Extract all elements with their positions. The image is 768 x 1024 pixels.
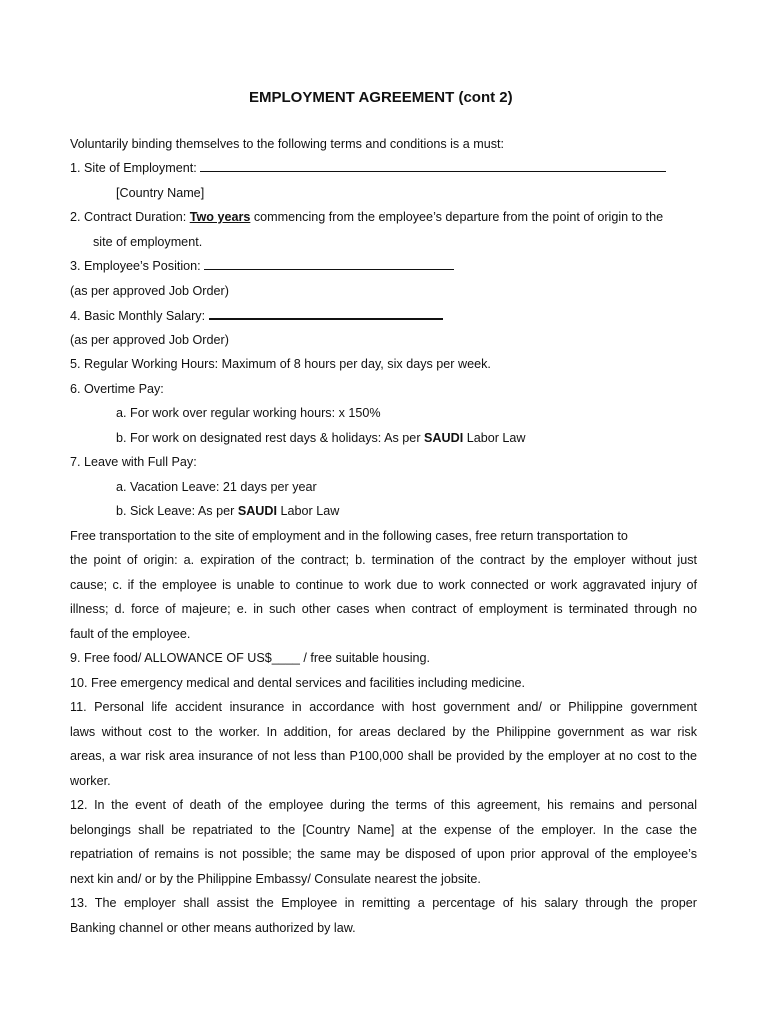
item-1-site-of-employment [70,160,666,176]
item-11-line-2: laws without cost to the worker. In addition, for areas declared by the Philippine government as war risk [70,725,697,739]
item-6a: a. For work over regular working hours: x 150% [116,406,381,420]
item-2-contract-duration [70,209,663,225]
item-7b [116,503,339,519]
item-6b-text: b. For work on designated rest days & holidays: As per [116,431,421,445]
item-7b-law: Labor Law [280,504,340,518]
item-3-blank-line [204,258,454,270]
item-6b [116,430,526,446]
item-3-note: (as per approved Job Order) [70,284,229,298]
item-13-line-2: Banking channel or other means authorized by law. [70,921,356,935]
item-5-working-hours: 5. Regular Working Hours: Maximum of 8 hours per day, six days per week. [70,357,491,371]
item-4-note: (as per approved Job Order) [70,333,229,347]
item-12-line-2: belongings shall be repatriated to the [Country Name] at the expense of the employer. In the case the [70,823,697,837]
item-13-line-1: 13. The employer shall assist the Employee in remitting a percentage of his salary through the proper [70,896,697,910]
item-6b-law: Labor Law [466,431,526,445]
page-title: EMPLOYMENT AGREEMENT (cont 2) [249,89,513,106]
item-3-label: 3. Employee’s Position: [70,259,201,273]
item-4-basic-monthly-salary [70,307,443,324]
item-11-line-4: worker. [70,774,111,788]
item-7b-text: b. Sick Leave: As per [116,504,235,518]
item-2-text: commencing from the employee’s departure from the point of origin to the [253,210,664,224]
item-3-employee-position [70,258,454,274]
item-11-line-1: 11. Personal life accident insurance in accordance with host government and/ or Philippine government [70,700,697,714]
item-6-overtime-pay: 6. Overtime Pay: [70,382,164,396]
item-1-label: 1. Site of Employment: [70,161,197,175]
item-2-continuation: site of employment. [93,235,203,249]
item-2-label: 2. Contract Duration: [70,210,187,224]
item-11-line-3: areas, a war risk area insurance of not less than P100,000 shall be provided by the employer at no cost to the [70,749,697,763]
item-7b-country: SAUDI [237,504,277,518]
item-4-label: 4. Basic Monthly Salary: [70,309,206,323]
item-7-leave-with-pay: 7. Leave with Full Pay: [70,455,197,469]
item-6b-country: SAUDI [424,431,464,445]
item-2-duration-value: Two years [189,210,251,224]
item-12-line-3: repatriation of remains is not possible; the same may be disposed of upon prior approval of the employee’s [70,847,697,861]
item-7a: a. Vacation Leave: 21 days per year [116,480,317,494]
item-1-blank-line [200,160,666,172]
item-1-country-placeholder: [Country Name] [116,186,205,200]
item-8-line-5: fault of the employee. [70,627,191,641]
intro-text: Voluntarily binding themselves to the following terms and conditions is a must: [70,137,505,151]
item-8-line-2: the point of origin: a. expiration of the contract; b. termination of the contract by the employer without just [70,553,697,567]
item-4-blank-line [209,307,443,320]
item-12-line-1: 12. In the event of death of the employee during the terms of this agreement, his remains and personal [70,798,697,812]
item-9-food-allowance: 9. Free food/ ALLOWANCE OF US$____ / free suitable housing. [70,651,431,665]
item-10-medical: 10. Free emergency medical and dental services and facilities including medicine. [70,676,526,690]
item-8-line-3: cause; c. if the employee is unable to continue to work due to work connected or work aggravated injury of [70,578,697,592]
item-8-line-4: illness; d. force of majeure; e. in such other cases when contract of employment is terminated through no [70,602,697,616]
item-12-line-4: next kin and/ or by the Philippine Embassy/ Consulate nearest the jobsite. [70,872,481,886]
item-8-line-1: Free transportation to the site of employment and in the following cases, free return transportation to [70,529,628,543]
